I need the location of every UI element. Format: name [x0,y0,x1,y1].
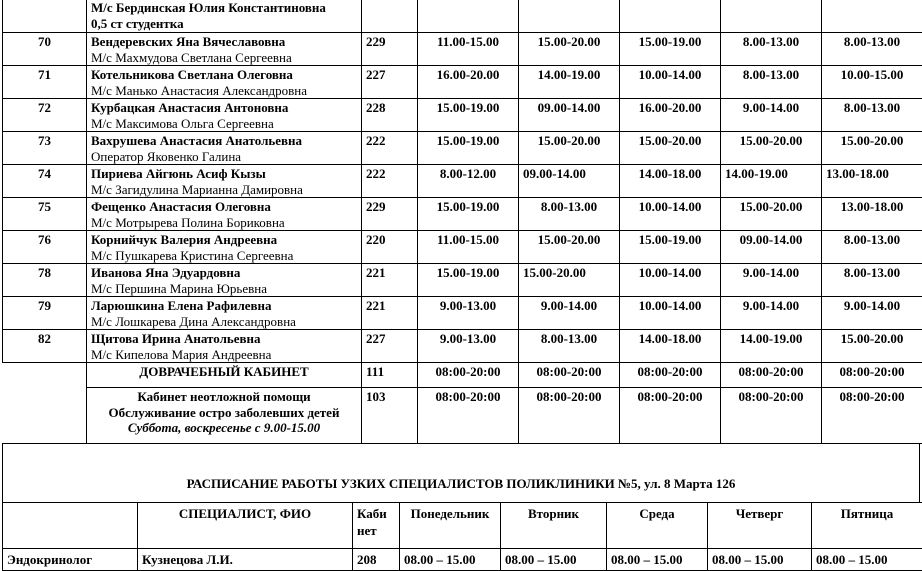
time-cell: 15.00-20.00 [519,33,620,66]
cabinet-number: 220 [362,231,418,264]
time-cell: 15.00-20.00 [620,132,721,165]
table-row [3,132,922,165]
cabinet-number: 103 [362,388,418,444]
row-number [3,0,87,33]
time-cell: 8.00-12.00 [418,165,519,198]
time-cell: 08:00-20:00 [822,388,922,444]
nurse-name: М/с Пушкарева Кристина Сергеевна [91,247,294,263]
time-cell: 10.00-14.00 [620,66,721,99]
time-cell: 9.00-14.00 [721,297,822,330]
cabinet-number: 111 [362,363,418,388]
time-cell: 15.00-20.00 [519,264,620,297]
time-cell: 11.00-15.00 [418,33,519,66]
time-cell: 15.00-20.00 [721,132,822,165]
table-row [3,549,922,571]
nurse-name: М/с Загидулина Марианна Дамировна [91,181,303,197]
time-cell: 08:00-20:00 [418,363,519,388]
time-cell: 11.00-15.00 [418,231,519,264]
cabinet-number: 228 [362,99,418,132]
header-row [3,503,922,549]
time-cell: 08:00-20:00 [620,388,721,444]
nurse-name: М/с Першина Марина Юрьевна [91,280,267,296]
time-cell: 9.00-13.00 [418,330,519,363]
table-row [3,330,922,363]
time-cell: 9.00-13.00 [418,297,519,330]
time-cell: 9.00-14.00 [519,297,620,330]
time-cell: 14.00-18.00 [620,330,721,363]
nurse-name: М/с Лошкарева Дина Александровна [91,313,296,329]
cabinet-number: 208 [353,549,400,571]
time-cell: 15.00-19.00 [418,132,519,165]
time-cell: 15.00-19.00 [418,99,519,132]
time-cell: 08:00-20:00 [721,363,822,388]
table-row [3,0,922,33]
table-row [3,165,922,198]
pre-doctor-row [3,363,922,388]
urgent-title: Кабинет неотложной помощи [137,389,311,404]
cabinet-number: 229 [362,198,418,231]
time-cell: 15.00-19.00 [418,198,519,231]
staff-cell [87,99,362,132]
time-cell: 16.00-20.00 [620,99,721,132]
doctor-name: Иванова Яна Эдуардовна [91,265,241,280]
doctor-name: Фещенко Анастасия Олеговна [91,199,271,214]
table-row [3,33,922,66]
specialist-role: Эндокринолог [3,549,138,571]
table-row [3,198,922,231]
staff-cell [87,198,362,231]
time-cell: 08.00 – 15.00 [607,549,708,571]
time-cell: 09.00-14.00 [721,231,822,264]
row-number: 79 [3,297,87,330]
time-cell: 8.00-13.00 [519,198,620,231]
nurse-name: М/с Мотрырева Полина Бориковна [91,214,285,230]
staff-cell [87,0,362,33]
time-cell: 15.00-20.00 [519,231,620,264]
nurse-name: М/с Манько Анастасия Александровна [91,82,308,98]
urgent-label [87,388,362,444]
time-cell: 08:00-20:00 [418,388,519,444]
staff-cell [87,132,362,165]
cabinet-number: 222 [362,165,418,198]
time-cell: 10.00-14.00 [620,264,721,297]
row-number: 73 [3,132,87,165]
staff-cell [87,66,362,99]
time-cell: 8.00-13.00 [822,264,922,297]
doctor-name: Корнийчук Валерия Андреевна [91,232,278,247]
staff-cell [87,231,362,264]
row-number: 72 [3,99,87,132]
cabinet-number: 229 [362,33,418,66]
pre-doctor-title: ДОВРАЧЕБНЫЙ КАБИНЕТ [139,364,309,379]
time-cell: 14.00-19.00 [519,66,620,99]
staff-cell [87,33,362,66]
time-cell: 08:00-20:00 [519,388,620,444]
nurse-rate: 0,5 ст студентка [91,15,184,31]
staff-cell [87,297,362,330]
header-day: Вторник [501,503,607,549]
time-cell: 15.00-20.00 [822,132,922,165]
staff-cell [87,330,362,363]
urgent-subtitle: Обслуживание остро заболевших детей [108,404,340,420]
time-cell: 08.00 – 15.00 [501,549,607,571]
doctor-schedule-table [2,0,922,444]
nurse-name: М/с Максимова Ольга Сергеевна [91,115,274,131]
header-specialist: СПЕЦИАЛИСТ, ФИО [138,503,353,549]
row-number: 74 [3,165,87,198]
time-cell: 9.00-14.00 [822,297,922,330]
section-title: РАСПИСАНИЕ РАБОТЫ УЗКИХ СПЕЦИАЛИСТОВ ПОЛИКЛИНИКИ №5, ул. 8 Марта 126 [186,476,736,491]
cabinet-number: 227 [362,330,418,363]
cabinet-number: 222 [362,132,418,165]
time-cell: 15.00-19.00 [620,231,721,264]
row-number: 76 [3,231,87,264]
doctor-name: Вахрушева Анастасия Анатольевна [91,133,303,148]
doctor-name: Котельникова Светлана Олеговна [91,67,293,82]
time-cell: 09.00-14.00 [519,165,620,198]
row-number: 75 [3,198,87,231]
time-cell: 8.00-13.00 [721,33,822,66]
doctor-name: Вендеревских Яна Вячеславовна [91,34,286,49]
table-row [3,99,922,132]
nurse-name: М/с Бердинская Юлия Константиновна [91,0,326,15]
time-cell: 10.00-15.00 [822,66,922,99]
time-cell: 14.00-19.00 [721,330,822,363]
cabinet-number: 221 [362,264,418,297]
specialists-table [2,502,922,571]
row-number: 78 [3,264,87,297]
cabinet-number: 227 [362,66,418,99]
doctor-name: Щитова Ирина Анатольевна [91,331,261,346]
header-day: Среда [607,503,708,549]
staff-cell [87,165,362,198]
cabinet-number: 221 [362,297,418,330]
time-cell: 08:00-20:00 [721,388,822,444]
time-cell: 9.00-14.00 [721,99,822,132]
time-cell: 08:00-20:00 [620,363,721,388]
time-cell: 08.00 – 15.00 [812,549,922,571]
doctor-name: Пириева Айгюнь Асиф Кызы [91,166,266,181]
header-day: Четверг [708,503,812,549]
time-cell: 16.00-20.00 [418,66,519,99]
urgent-weekend: Суббота, воскресенье с 9.00-15.00 [127,420,321,435]
table-row [3,66,922,99]
header-cabinet: Каби нет [353,503,400,549]
staff-cell [87,264,362,297]
time-cell: 8.00-13.00 [822,99,922,132]
header-day: Понедельник [400,503,501,549]
row-number: 82 [3,330,87,363]
time-cell: 08:00-20:00 [822,363,922,388]
pre-doctor-label [87,363,362,388]
doctor-name: Курбацкая Анастасия Антоновна [91,100,289,115]
row-number: 71 [3,66,87,99]
urgent-row [3,388,922,444]
time-cell: 8.00-13.00 [822,33,922,66]
time-cell: 15.00-20.00 [721,198,822,231]
time-cell: 8.00-13.00 [822,231,922,264]
table-row [3,231,922,264]
nurse-name: Оператор Яковенко Галина [91,148,242,164]
nurse-name: М/с Кипелова Мария Андреевна [91,346,272,362]
time-cell: 08.00 – 15.00 [400,549,501,571]
time-cell: 15.00-19.00 [620,33,721,66]
specialist-name: Кузнецова Л.И. [138,549,353,571]
specialists-title-box [2,443,920,502]
time-cell: 13.00-18.00 [822,165,922,198]
time-cell: 09.00-14.00 [519,99,620,132]
nurse-name: М/с Махмудова Светлана Сергеевна [91,49,292,65]
time-cell: 14.00-18.00 [620,165,721,198]
doctor-name: Ларюшкина Елена Рафилевна [91,298,272,313]
time-cell: 10.00-14.00 [620,198,721,231]
time-cell: 8.00-13.00 [721,66,822,99]
time-cell: 15.00-20.00 [519,132,620,165]
time-cell: 15.00-19.00 [418,264,519,297]
time-cell: 9.00-14.00 [721,264,822,297]
table-row [3,297,922,330]
header-day: Пятница [812,503,922,549]
time-cell: 08:00-20:00 [519,363,620,388]
time-cell: 13.00-18.00 [822,198,922,231]
time-cell: 8.00-13.00 [519,330,620,363]
time-cell: 14.00-19.00 [721,165,822,198]
time-cell: 10.00-14.00 [620,297,721,330]
time-cell: 15.00-20.00 [822,330,922,363]
table-row [3,264,922,297]
row-number: 70 [3,33,87,66]
time-cell: 08.00 – 15.00 [708,549,812,571]
